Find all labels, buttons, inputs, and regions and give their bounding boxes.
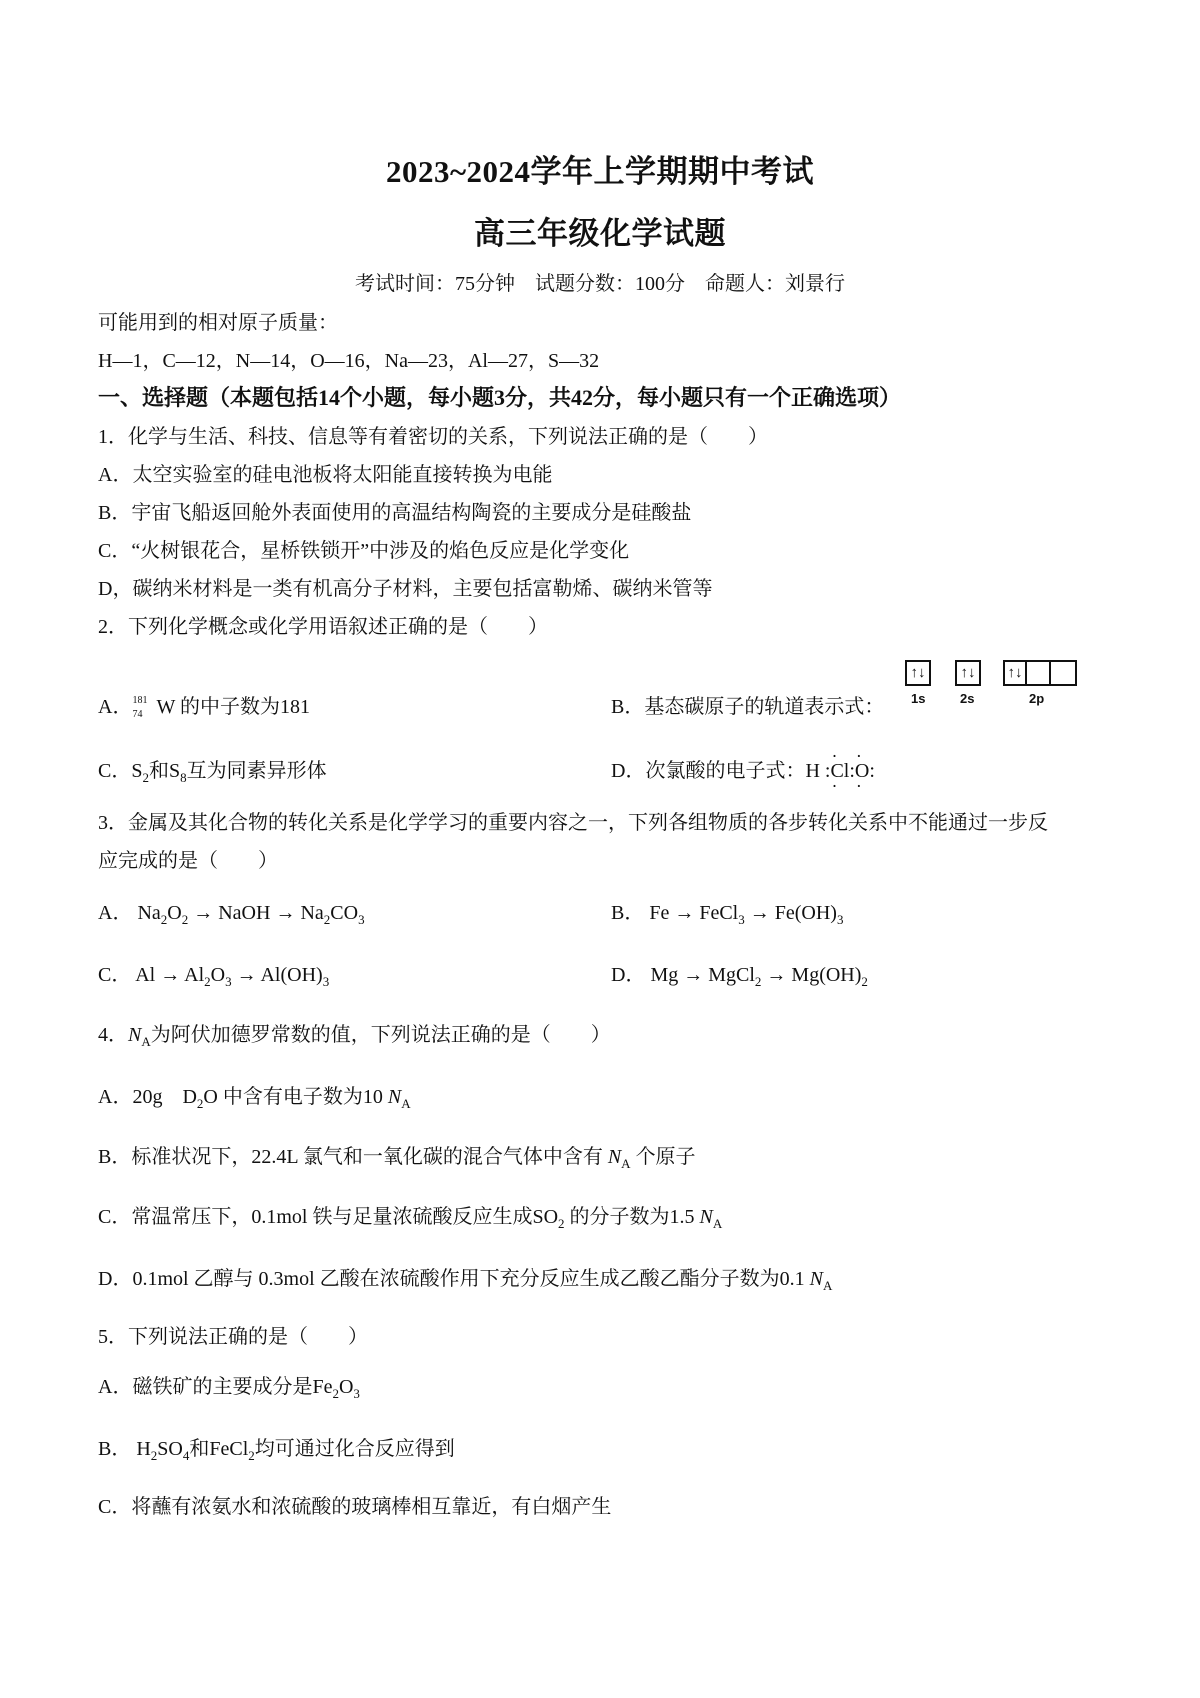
q5-b-so: SO bbox=[157, 1438, 183, 1460]
orbital-2p-cell-1: ↑↓ bbox=[1005, 662, 1027, 684]
q2-option-d bbox=[611, 754, 875, 783]
q2-option-a bbox=[98, 690, 310, 719]
q5-option-c: C．将蘸有浓氨水和浓硫酸的玻璃棒相互靠近，有白烟产生 bbox=[98, 1496, 612, 1518]
orbital-2p-cell-2 bbox=[1029, 662, 1051, 684]
q4-c-text2: 的分子数为1.5 bbox=[569, 1206, 695, 1228]
q4-na-sub: A bbox=[141, 1034, 151, 1049]
orbital-label-2s: 2s bbox=[960, 691, 975, 706]
orbital-label-1s: 1s bbox=[911, 691, 926, 706]
q5-option-b bbox=[98, 1432, 455, 1461]
orbital-2p-box bbox=[1003, 660, 1077, 686]
q4-option-b bbox=[98, 1140, 696, 1169]
q2-c-sub2: 8 bbox=[180, 770, 187, 785]
q3-a-prefix: A． bbox=[98, 902, 133, 924]
q2-d-o: · O · bbox=[855, 760, 869, 783]
q2-stem: 2．下列化学概念或化学用语叙述正确的是（ ） bbox=[98, 616, 548, 638]
orbital-1s-electrons: ↑↓ bbox=[910, 665, 926, 681]
q4-a-na-sub: A bbox=[401, 1096, 411, 1111]
q2-c-and: 和S bbox=[148, 760, 181, 782]
q1-option-b: B．宇宙飞船返回舱外表面使用的高温结构陶瓷的主要成分是硅酸盐 bbox=[98, 502, 692, 524]
q4-c-sub: 2 bbox=[558, 1216, 565, 1231]
q3-option-c: C． $Al \to Al_2O_3 \to Al(OH)_3$ bbox=[98, 964, 330, 989]
q4-b-text: B．标准状况下，22.4L 氯气和一氧化碳的混合气体中含有 bbox=[98, 1146, 603, 1168]
q2-d-cl: · Cl · bbox=[830, 760, 849, 783]
q3-b-prefix: B． bbox=[611, 902, 645, 924]
q5-a-sub2: 3 bbox=[353, 1386, 360, 1401]
q2-a-prefix: A． bbox=[98, 696, 133, 718]
q2-c-sub1: 2 bbox=[142, 770, 149, 785]
q1-option-d: D，碳纳米材料是一类有机高分子材料，主要包括富勒烯、碳纳米管等 bbox=[98, 578, 713, 600]
q3-stem-line2: 应完成的是（ ） bbox=[98, 850, 278, 872]
section-heading: 一、选择题（本题包括14个小题，每小题3分，共42分，每小题只有一个正确选项） bbox=[98, 385, 902, 410]
q5-b-text2: 均可通过化合反应得到 bbox=[254, 1438, 455, 1460]
q4-a-sub: 2 bbox=[196, 1096, 204, 1111]
q4-d-na-sub: A bbox=[823, 1278, 833, 1293]
q4-stem-text: 为阿伏加德罗常数的值，下列说法正确的是（ ） bbox=[150, 1024, 611, 1046]
q5-b-and: 和FeCl bbox=[189, 1438, 249, 1460]
orbital-2p-cell-3 bbox=[1053, 662, 1075, 684]
orbital-label-2p: 2p bbox=[1029, 691, 1045, 706]
q3-option-d: D． Mg → MgCl$_2$ → $Mg(OH)_2$ bbox=[611, 964, 868, 989]
q2-a-symbol: W bbox=[156, 696, 175, 718]
q4-na-symbol: N bbox=[128, 1024, 142, 1046]
q3-option-b: B． Fe → FeCl$_3$ → $Fe(OH)_3$ bbox=[611, 902, 844, 927]
atomic-mass-label: 可能用到的相对原子质量： bbox=[98, 312, 338, 334]
q5-b-h: H bbox=[136, 1438, 151, 1460]
orbital-2s-electrons: ↑↓ bbox=[960, 665, 976, 681]
mass-number: 181 bbox=[132, 695, 148, 707]
q3-c-prefix: C． bbox=[98, 964, 132, 986]
q5-b-prefix: B． bbox=[98, 1438, 132, 1460]
exam-meta: 考试时间：75分钟 试题分数：100分 命题人：刘景行 bbox=[355, 273, 845, 295]
atomic-number: 74 bbox=[132, 709, 143, 721]
q5-stem: 5．下列说法正确的是（ ） bbox=[98, 1326, 368, 1348]
q4-d-na: N bbox=[809, 1268, 824, 1290]
atomic-mass-values: H—1，C—12，N—14，O—16，Na—23，Al—27，S—32 bbox=[98, 350, 600, 372]
q4-option-d bbox=[98, 1262, 832, 1291]
q1-option-c: C．“火树银花合，星桥铁锁开”中涉及的焰色反应是化学变化 bbox=[98, 540, 630, 562]
q2-d-colon-end: : bbox=[869, 760, 875, 782]
q4-option-c bbox=[98, 1200, 722, 1229]
q5-a-text: A．磁铁矿的主要成分是Fe bbox=[98, 1376, 333, 1398]
orbital-2s-box bbox=[955, 660, 981, 686]
q2-d-colon: : bbox=[849, 760, 855, 782]
isotope-notation bbox=[132, 695, 156, 721]
q3-option-a: A． $Na_2O_2$ → NaOH → $Na_2CO_3$ bbox=[98, 902, 365, 927]
exam-subtitle: 高三年级化学试题 bbox=[474, 216, 726, 251]
q1-option-a: A．太空实验室的硅电池板将太阳能直接转换为电能 bbox=[98, 464, 553, 486]
q4-b-text2: 个原子 bbox=[635, 1146, 696, 1168]
q2-d-prefix: D．次氯酸的电子式： bbox=[611, 760, 806, 782]
q2-c-s: S bbox=[131, 760, 143, 782]
q1-stem: 1．化学与生活、科技、信息等有着密切的关系，下列说法正确的是（ ） bbox=[98, 426, 768, 448]
q4-num: 4． bbox=[98, 1024, 128, 1046]
q2-c-text: 互为同素异形体 bbox=[186, 760, 327, 782]
q5-b-sub3: 2 bbox=[248, 1448, 255, 1463]
q5-a-text2: O bbox=[338, 1376, 354, 1398]
q4-c-na: N bbox=[699, 1206, 713, 1228]
q2-d-h: H : bbox=[805, 760, 831, 782]
exam-title: 2023~2024学年上学期期中考试 bbox=[385, 154, 815, 189]
q5-b-sub2: 4 bbox=[182, 1448, 190, 1463]
q4-b-na-sub: A bbox=[621, 1156, 631, 1171]
q3-stem-line1: 3．金属及其化合物的转化关系是化学学习的重要内容之一，下列各组物质的各步转化关系中不能通过一步反 bbox=[98, 812, 1048, 834]
q5-a-sub1: 2 bbox=[332, 1386, 339, 1401]
q3-d-prefix: D． bbox=[611, 964, 646, 986]
q4-a-na: N bbox=[387, 1086, 402, 1108]
q2-a-text: 的中子数为181 bbox=[179, 696, 310, 718]
q5-option-a bbox=[98, 1370, 360, 1399]
q4-c-text: C．常温常压下，0.1mol 铁与足量浓硫酸反应生成SO bbox=[98, 1206, 559, 1228]
q4-a-text: A．20g D bbox=[98, 1086, 197, 1108]
q2-option-b: B．基态碳原子的轨道表示式： bbox=[611, 696, 885, 718]
q5-b-sub1: 2 bbox=[150, 1448, 158, 1463]
q4-c-na-sub: A bbox=[712, 1216, 723, 1231]
q4-option-a bbox=[98, 1080, 411, 1109]
q4-a-text2: O 中含有电子数为10 bbox=[203, 1086, 383, 1108]
q4-b-na: N bbox=[607, 1146, 622, 1168]
q2-c-prefix: C． bbox=[98, 760, 132, 782]
q4-stem bbox=[98, 1018, 611, 1047]
orbital-1s-box bbox=[905, 660, 931, 686]
q4-d-text: D．0.1mol 乙醇与 0.3mol 乙酸在浓硫酸作用下充分反应生成乙酸乙酯分子数为0.1 bbox=[98, 1268, 805, 1290]
q2-option-c bbox=[98, 754, 327, 783]
